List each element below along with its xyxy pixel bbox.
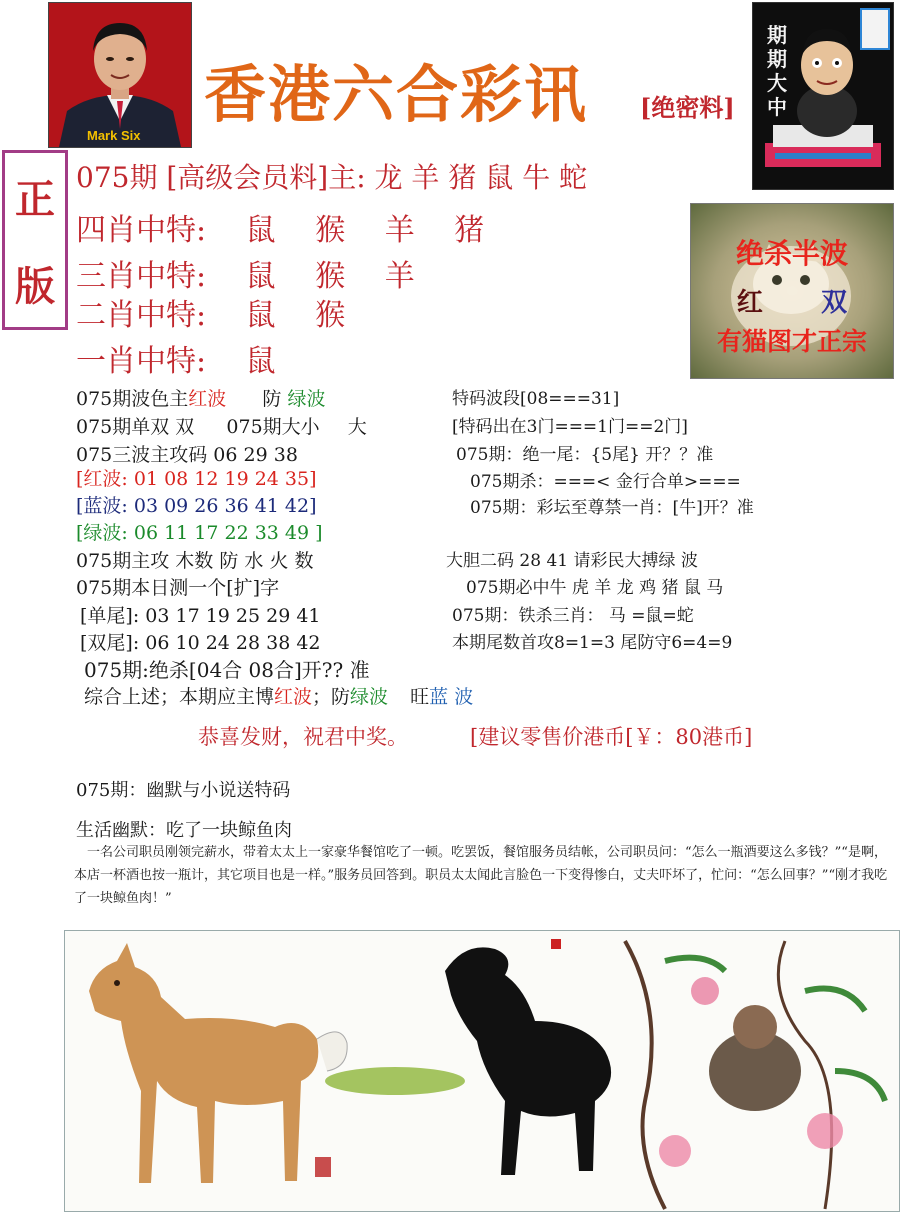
- cat-line-3: 有猫图才正宗: [716, 327, 867, 356]
- red-wave-line: [红波: 01 08 12 19 24 35]: [76, 468, 317, 490]
- blue-wave-line: [蓝波: 03 09 26 36 41 42]: [76, 495, 317, 517]
- zodiac-paintings: [65, 931, 899, 1211]
- zodiac-item: 鼠: [245, 213, 276, 248]
- odd-tail-line: [单尾]: 03 17 19 25 29 41: [80, 605, 321, 627]
- forbidden-line: 075期：彩坛至尊禁一肖：[牛]开？准: [470, 498, 754, 518]
- man-portrait-icon: [49, 3, 191, 147]
- joke-title: 生活幽默：吃了一块鲸鱼肉: [76, 820, 292, 841]
- page-title: 香港六合彩讯: [204, 58, 589, 131]
- main-attack-line: 075期主攻 木数 防 水 火 数: [76, 550, 314, 572]
- summary-line: 综合上述；本期应主博红波；防绿波 旺蓝 波: [84, 686, 474, 708]
- row-label: 四肖中特:: [76, 213, 207, 248]
- bold-two-line: 大胆二码 28 41 请彩民大搏绿 波: [446, 551, 698, 571]
- row-label: 三肖中特:: [76, 259, 207, 294]
- one-zodiac-row: [76, 344, 276, 379]
- two-zodiac-row: [76, 298, 346, 333]
- zodiac-item: 猴: [315, 298, 346, 333]
- wave-main: 红波: [188, 388, 227, 410]
- zodiac-item: 鼠: [245, 298, 276, 333]
- three-zodiac-row: [76, 259, 415, 294]
- authentic-seal: [2, 150, 68, 330]
- header-photo: [48, 2, 192, 148]
- tail-attack-line: 本期尾数首攻8=1=3 尾防守6=4=9: [452, 633, 733, 653]
- member-heading: 075期 [高级会员料]主: 龙 羊 猪 鼠 牛 蛇: [76, 161, 588, 194]
- monkey-painting-icon: [625, 941, 885, 1209]
- row-label: 二肖中特:: [76, 298, 207, 333]
- three-wave-line: 075三波主攻码 06 29 38: [76, 444, 298, 466]
- goat-painting-icon: [325, 939, 611, 1175]
- kill-line: 075期:绝杀[04合 08合]开?? 准: [84, 658, 370, 682]
- cat-even: 双: [821, 288, 848, 318]
- metal-kill-line: 075期杀：===< 金行合单>===: [470, 472, 741, 492]
- congrats-line: 恭喜发财，祝君中奖。: [198, 725, 408, 749]
- even-tail-line: [双尾]: 06 10 24 28 38 42: [80, 632, 321, 654]
- dog-painting-icon: [89, 943, 347, 1183]
- photo-caption: Mark Six: [87, 128, 141, 143]
- cat-image-box: [690, 203, 894, 379]
- title-tag: [绝密料]: [640, 93, 735, 122]
- joke-body: 一名公司职员刚领完薪水，带着太太上一家豪华餐馆吃了一顿。吃罢饭，餐馆服务员结帐，公司职员问：“怎么一瓶酒要这么多钱？”“是啊，本店一杯酒也按一瓶计，其它项目也是一样。”服务员回答到。职员太太闻此言脸色一下变得惨白，丈夫吓坏了，忙问：“怎么回事？”“刚才我吃了一块鲸鱼肉！”: [74, 845, 888, 906]
- wave-main-line: 075期波色主红波 防 绿波: [76, 388, 326, 410]
- four-zodiac-row: [76, 213, 485, 248]
- zodiac-item: 鼠: [245, 344, 276, 379]
- seal-char-1: 正: [15, 176, 55, 223]
- zodiac-item: 猴: [315, 213, 346, 248]
- row-label: 一肖中特:: [76, 344, 207, 379]
- odd-even-line: 075期单双 双 075期大小 大: [76, 416, 367, 438]
- green-wave-line: [绿波: 06 11 17 22 33 49 ]: [76, 522, 323, 544]
- cartoon-text: 期期大中: [767, 23, 787, 119]
- tail-kill-line: 075期：绝一尾：{5尾} 开？？准: [456, 445, 714, 465]
- paintings-strip: [64, 930, 900, 1212]
- zodiac-item: 羊: [384, 259, 415, 294]
- iron-kill-line: 075期：铁杀三肖： 马 =鼠=蛇: [452, 606, 694, 626]
- zodiac-item: 猪: [454, 213, 485, 248]
- cat-line-2: [691, 282, 893, 319]
- seal-char-2: 版: [15, 263, 55, 310]
- char-test-line: 075期本日测一个[扩]字: [76, 577, 280, 599]
- special-range-line: 特码波段[08===31]: [452, 389, 620, 409]
- cat-line-1: 绝杀半波: [735, 237, 848, 270]
- price-line: [建议零售价港币[￥：80港币]: [470, 725, 753, 749]
- special-door-line: [特码出在3门===1门==2门]: [452, 417, 688, 437]
- zodiac-item: 羊: [384, 213, 415, 248]
- zodiac-item: 鼠: [245, 259, 276, 294]
- must-hit-line: 075期必中牛 虎 羊 龙 鸡 猪 鼠 马: [466, 578, 724, 598]
- zodiac-item: 猴: [315, 259, 346, 294]
- header-cartoon: [752, 2, 894, 190]
- cat-red: 红: [736, 288, 763, 318]
- wave-guard: 绿波: [287, 388, 326, 410]
- joke-heading: 075期：幽默与小说送特码: [76, 780, 291, 801]
